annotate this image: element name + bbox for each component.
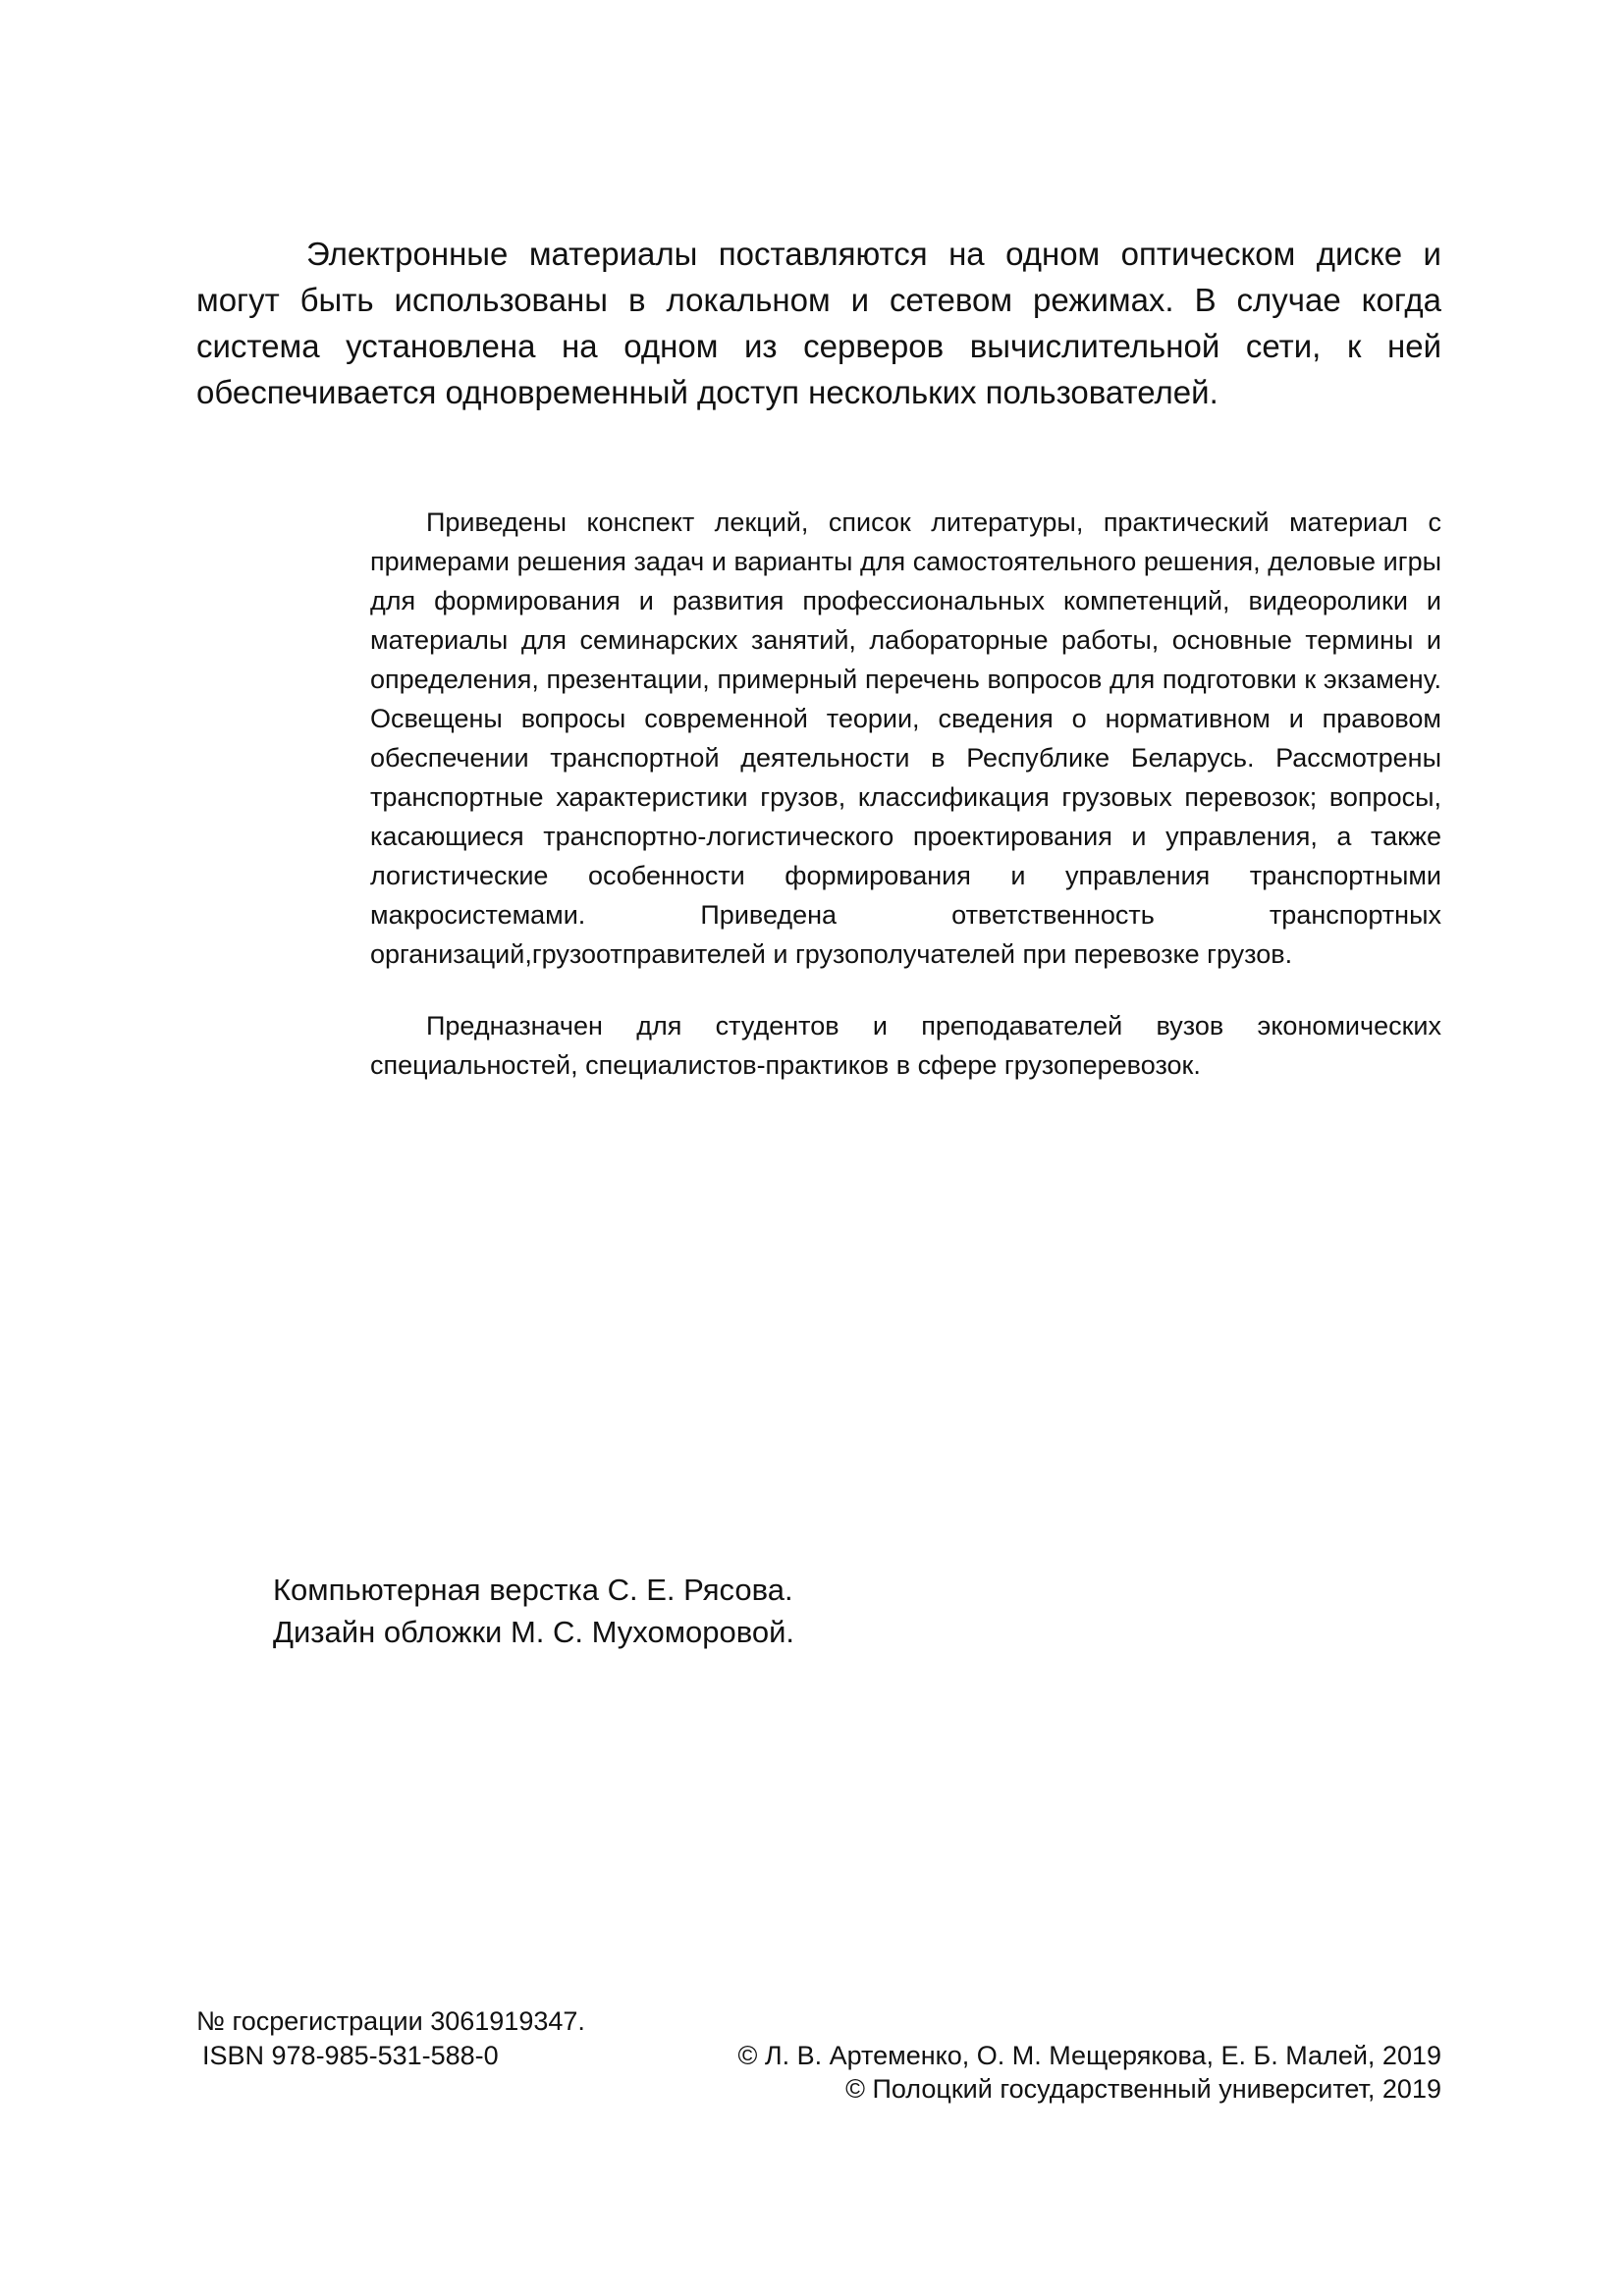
copyright-authors: © Л. В. Артеменко, О. М. Мещерякова, Е. Б. Малей, 2019	[737, 2041, 1441, 2070]
cover-design-credit: Дизайн обложки М. С. Мухоморовой.	[273, 1615, 795, 1649]
annotation-block	[370, 503, 1441, 1085]
intro-paragraph: Электронные материалы поставляются на одном оптическом диске и могут быть использованы в локальном и сетевом режимах. В случае когда система установлена на одном из серверов вычислительной сети, к ней обеспечивается одновременный доступ нескольких пользователей.	[196, 236, 1441, 410]
copyright-university: © Полоцкий государственный университет, 2019	[845, 2074, 1441, 2104]
annotation-paragraph-audience: Предназначен для студентов и преподавателей вузов экономических специальностей, специалистов-практиков в сфере грузоперевозок.	[370, 1011, 1441, 1080]
copyright-block	[738, 2039, 1442, 2106]
annotation-paragraph-description: Приведены конспект лекций, список литературы, практический материал с примерами решения задач и варианты для самостоятельного решения, деловые игры для формирования и развития профессиональных компетенций, видеоролики и материалы для семинарских занятий, лабораторные работы, основные термины и определения, презентации, примерный перечень вопросов для подготовки к экзамену. Освещены вопросы современной теории, сведения о нормативном и правовом обеспечении транспортной деятельности в Республике Беларусь. Рассмотрены транспортные характеристики грузов, классификация грузовых перевозок; вопросы, касающиеся транспортно-логистического проектирования и управления, а также логистические особенности формирования и управления транспортными макросистемами. Приведена ответственность транспортных организаций,грузоотправителей и грузополучателей при перевозке грузов.	[370, 507, 1441, 969]
registration-number: № госрегистрации 3061919347.	[196, 2006, 585, 2036]
layout-credit: Компьютерная верстка С. Е. Рясова.	[273, 1573, 793, 1607]
isbn: ISBN 978-985-531-588-0	[202, 2041, 499, 2070]
credits-block	[273, 1569, 794, 1653]
